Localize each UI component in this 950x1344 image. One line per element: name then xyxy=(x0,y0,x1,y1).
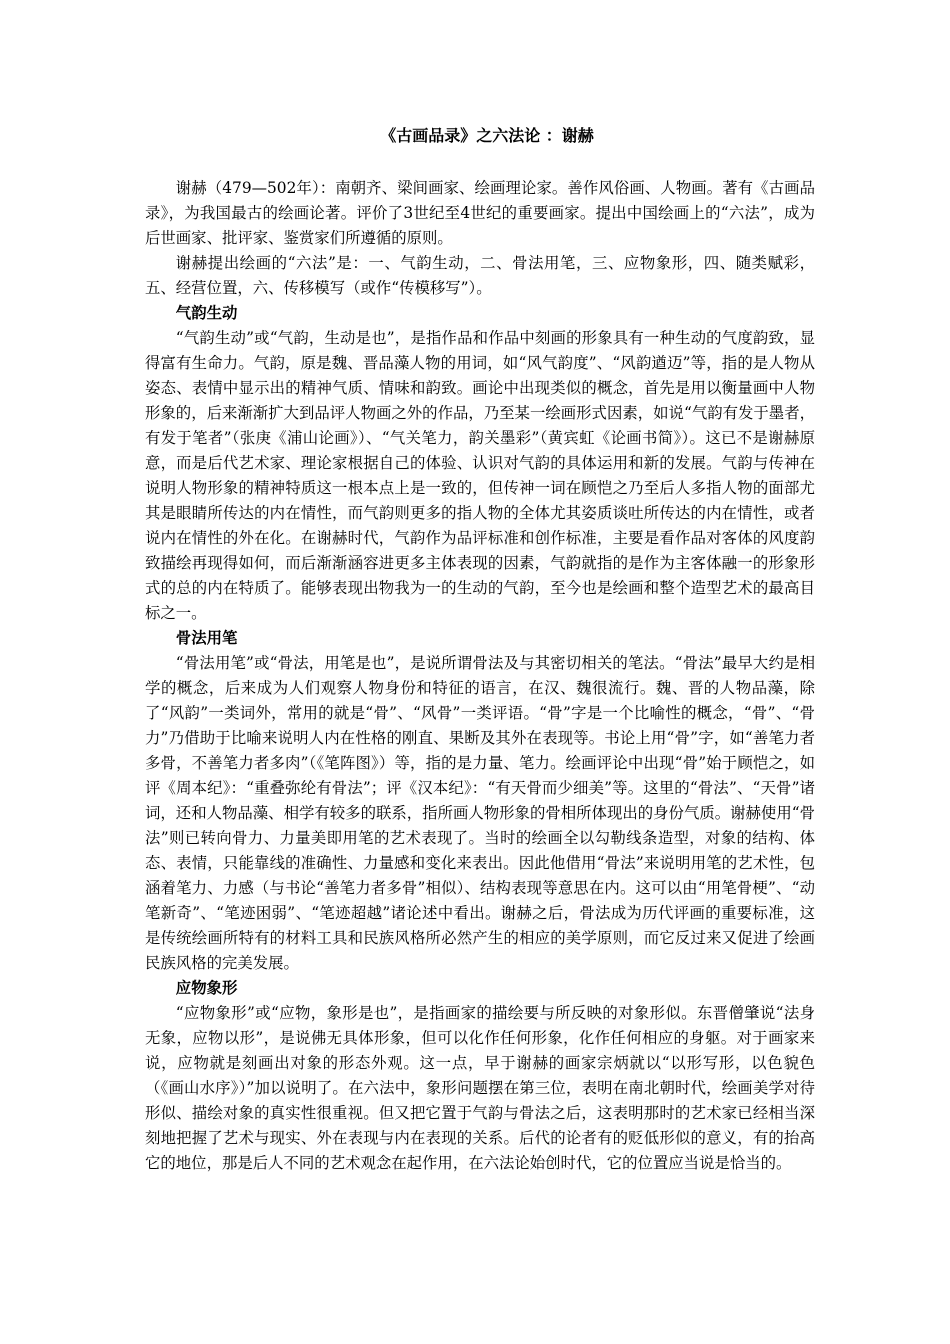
section-body-qiyun: “气韵生动”或“气韵，生动是也”，是指作品和作品中刻画的形象具有一种生动的气度韵致，显得富有生命力。气韵，原是魏、晋品藻人物的用词，如“风气韵度”、“风韵遒迈”等，指的是人物从姿态、表情中显示出的精神气质、情味和韵致。画论中出现类似的概念，首先是用以衡量画中人物形象的，后来渐渐扩大到品评人物画之外的作品，乃至某一绘画形式因素，如说“气韵有发于墨者，有发于笔者”（张庚《浦山论画》）、“气关笔力，韵关墨彩”（黄宾虹《论画书简》）。这已不是谢赫原意，而是后代艺术家、理论家根据自己的体验、认识对气韵的具体运用和新的发展。气韵与传神在说明人物形象的精神特质这一根本点上是一致的，但传神一词在顾恺之乃至后人多指人物的面部尤其是眼睛所传达的内在情性，而气韵则更多的指人物的全体尤其姿质谈吐所传达的内在情性，或者说内在情性的外在化。在谢赫时代，气韵作为品评标准和创作标准，主要是看作品对客体的风度韵致描绘再现得如何，而后渐渐涵容进更多主体表现的因素，气韵就指的是作为主客体融一的形象形式的总的内在特质了。能够表现出物我为一的生动的气韵，至今也是绘画和整个造型艺术的最高目标之一。 xyxy=(145,329,815,622)
section-heading-yingwu: 应物象形 xyxy=(175,979,238,997)
document-title: 《古画品录》之六法论 ：谢赫 xyxy=(380,126,594,145)
section-heading-qiyun: 气韵生动 xyxy=(175,304,238,322)
section-body-gufa: “骨法用笔”或“骨法，用笔是也”，是说所谓骨法及与其密切相关的笔法。“骨法”最早大约是相学的概念，后来成为人们观察人物身份和特征的语言，在汉、魏很流行。魏、晋的人物品藻，除了“风韵”一类词外，常用的就是“骨”、“风骨”一类评语。“骨”字是一个比喻性的概念，“骨”、“骨力”乃借助于比喻来说明人内在性格的刚直、果断及其外在表现等。书论上用“骨”字，如“善笔力者多骨，不善笔力者多肉”（《笔阵图》）等，指的是力量、笔力。绘画评论中出现“骨”始于顾恺之，如评《周本纪》：“重叠弥纶有骨法”；评《汉本纪》：“有天骨而少细美”等。这里的“骨法”、“天骨”诸词，还和人物品藻、相学有较多的联系，指所画人物形象的骨相所体现出的身份气质。谢赫使用“骨法”则已转向骨力、力量美即用笔的艺术表现了。当时的绘画全以勾勒线条造型，对象的结构、体态、表情，只能靠线的准确性、力量感和变化来表出。因此他借用“骨法”来说明用笔的艺术性，包涵着笔力、力感（与书论“善笔力者多骨”相似）、结构表现等意思在内。这可以由“用笔骨梗”、“动笔新奇”、“笔迹困弱”、“笔迹超越”诸论述中看出。谢赫之后，骨法成为历代评画的重要标准，这是传统绘画所特有的材料工具和民族风格所必然产生的相应的美学原则，而它反过来又促进了绘画民族风格的完美发展。 xyxy=(145,654,815,972)
intro-paragraph-1: 谢赫（479—502年）：南朝齐、梁间画家、绘画理论家。善作风俗画、人物画。著有《古画品录》，为我国最古的绘画论著。评价了3世纪至4世纪的重要画家。提出中国绘画上的“六法”，成为后世画家、批评家、鉴赏家们所遵循的原则。 xyxy=(145,179,815,247)
section-body-yingwu: “应物象形”或“应物，象形是也”，是指画家的描绘要与所反映的对象形似。东晋僧肇说“法身无象，应物以形”，是说佛无具体形象，但可以化作任何形象，化作任何相应的身躯。对于画家来说，应物就是刻画出对象的形态外观。这一点，早于谢赫的画家宗炳就以“以形写形，以色貌色（《画山水序》）”加以说明了。在六法中，象形问题摆在第三位，表明在南北朝时代，绘画美学对待形似、描绘对象的真实性很重视。但又把它置于气韵与骨法之后，这表明那时的艺术家已经相当深刻地把握了艺术与现实、外在表现与内在表现的关系。后代的论者有的贬低形似的意义，有的抬高它的地位，那是后人不同的艺术观念在起作用，在六法论始创时代，它的位置应当说是恰当的。 xyxy=(145,1004,815,1172)
intro-paragraph-2: 谢赫提出绘画的“六法”是：一、气韵生动，二、骨法用笔，三、应物象形，四、随类赋彩，五、经营位置，六、传移模写（或作“传模移写”）。 xyxy=(145,254,815,297)
document-page xyxy=(145,124,815,1176)
section-heading-gufa: 骨法用笔 xyxy=(175,629,238,647)
